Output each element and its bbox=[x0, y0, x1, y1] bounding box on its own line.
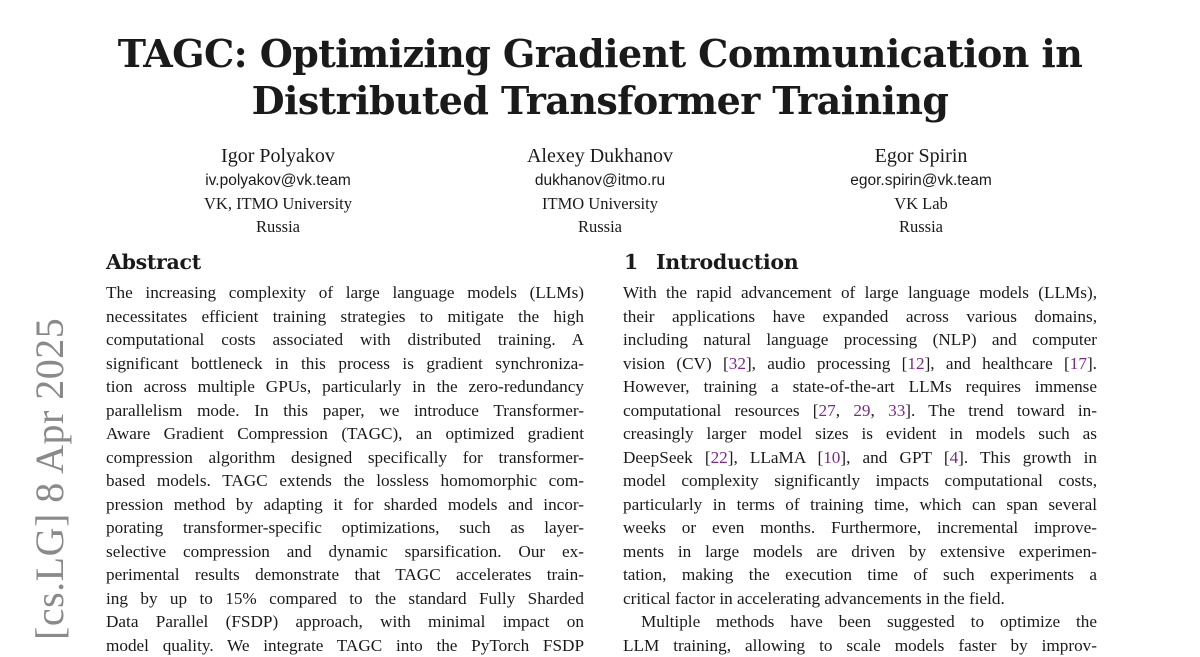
intro-line: including natural language processing (NLP) and computer bbox=[623, 328, 1097, 352]
author-name: Alexey Dukhanov bbox=[470, 143, 730, 169]
title-line-1: TAGC: Optimizing Gradient Communication in bbox=[100, 30, 1100, 77]
author-email[interactable]: iv.polyakov@vk.team bbox=[148, 169, 408, 192]
intro-line: computational resources [27, 29, 33]. The trend toward in- bbox=[623, 399, 1097, 423]
citation-link[interactable]: 4 bbox=[950, 448, 959, 467]
author-email[interactable]: dukhanov@itmo.ru bbox=[470, 169, 730, 192]
author-name: Egor Spirin bbox=[791, 143, 1051, 169]
intro-line: model complexity significantly impacts computational costs, bbox=[623, 469, 1097, 493]
title-line-2: Distributed Transformer Training bbox=[100, 77, 1100, 124]
intro-line: creasingly larger model sizes is evident in models such as bbox=[623, 422, 1097, 446]
introduction-heading bbox=[624, 250, 798, 274]
abstract-line: The increasing complexity of large language models (LLMs) bbox=[106, 281, 584, 305]
citation-link[interactable]: 29 bbox=[853, 401, 870, 420]
author-country: Russia bbox=[148, 215, 408, 238]
intro-line: Multiple methods have been suggested to optimize the bbox=[623, 610, 1097, 634]
abstract-line: Aware Gradient Compression (TAGC), an optimized gradient bbox=[106, 422, 584, 446]
arxiv-stamp: [cs.LG] 8 Apr 2025 bbox=[26, 318, 73, 640]
author-country: Russia bbox=[470, 215, 730, 238]
citation-link[interactable]: 17 bbox=[1070, 354, 1087, 373]
intro-line: critical factor in accelerating advancements in the field. bbox=[623, 587, 1097, 611]
citation-link[interactable]: 32 bbox=[729, 354, 746, 373]
citation-link[interactable]: 10 bbox=[823, 448, 840, 467]
author-email[interactable]: egor.spirin@vk.team bbox=[791, 169, 1051, 192]
abstract-line: significant bottleneck in this process is gradient synchroniza- bbox=[106, 352, 584, 376]
abstract-line: based models. TAGC extends the lossless homomorphic com- bbox=[106, 469, 584, 493]
introduction-body bbox=[623, 281, 1097, 657]
intro-line: With the rapid advancement of large language models (LLMs), bbox=[623, 281, 1097, 305]
abstract-line: compression algorithm designed specifically for transformer- bbox=[106, 446, 584, 470]
intro-line: ments in large models are driven by extensive experimen- bbox=[623, 540, 1097, 564]
author-1 bbox=[148, 143, 408, 238]
citation-link[interactable]: 27 bbox=[819, 401, 836, 420]
intro-line: LLM training, allowing to scale models faster by improv- bbox=[623, 634, 1097, 657]
intro-line: DeepSeek [22], LLaMA [10], and GPT [4]. This growth in bbox=[623, 446, 1097, 470]
abstract-line: necessitates efficient training strategies to mitigate the high bbox=[106, 305, 584, 329]
paper-title bbox=[100, 30, 1100, 124]
intro-line: their applications have expanded across various domains, bbox=[623, 305, 1097, 329]
intro-line: vision (CV) [32], audio processing [12], and healthcare [17]. bbox=[623, 352, 1097, 376]
intro-line: tation, making the execution time of such experiments a bbox=[623, 563, 1097, 587]
abstract-line: model quality. We integrate TAGC into the PyTorch FSDP bbox=[106, 634, 584, 657]
abstract-line: ing by up to 15% compared to the standard Fully Sharded bbox=[106, 587, 584, 611]
abstract-heading: Abstract bbox=[106, 250, 201, 274]
abstract-body bbox=[106, 281, 584, 657]
abstract-line: perimental results demonstrate that TAGC accelerates train- bbox=[106, 563, 584, 587]
citation-link[interactable]: 12 bbox=[907, 354, 924, 373]
author-country: Russia bbox=[791, 215, 1051, 238]
citation-link[interactable]: 22 bbox=[711, 448, 728, 467]
citation-link[interactable]: 33 bbox=[888, 401, 905, 420]
section-title: Introduction bbox=[656, 250, 798, 274]
abstract-line: parallelism mode. In this paper, we introduce Transformer- bbox=[106, 399, 584, 423]
author-3 bbox=[791, 143, 1051, 238]
author-name: Igor Polyakov bbox=[148, 143, 408, 169]
section-number: 1 bbox=[624, 250, 638, 274]
abstract-line: computational costs associated with distributed training. A bbox=[106, 328, 584, 352]
intro-line: weeks or even months. Furthermore, incremental improve- bbox=[623, 516, 1097, 540]
author-affiliation: ITMO University bbox=[470, 192, 730, 215]
abstract-line: selective compression and dynamic sparsification. Our ex- bbox=[106, 540, 584, 564]
abstract-line: pression method by adapting it for sharded models and incor- bbox=[106, 493, 584, 517]
intro-line: However, training a state-of-the-art LLMs requires immense bbox=[623, 375, 1097, 399]
author-affiliation: VK, ITMO University bbox=[148, 192, 408, 215]
intro-line: particularly in terms of training time, which can span several bbox=[623, 493, 1097, 517]
abstract-line: tion across multiple GPUs, particularly in the zero-redundancy bbox=[106, 375, 584, 399]
abstract-line: porating transformer-specific optimizations, such as layer- bbox=[106, 516, 584, 540]
author-2 bbox=[470, 143, 730, 238]
author-affiliation: VK Lab bbox=[791, 192, 1051, 215]
abstract-line: Data Parallel (FSDP) approach, with minimal impact on bbox=[106, 610, 584, 634]
